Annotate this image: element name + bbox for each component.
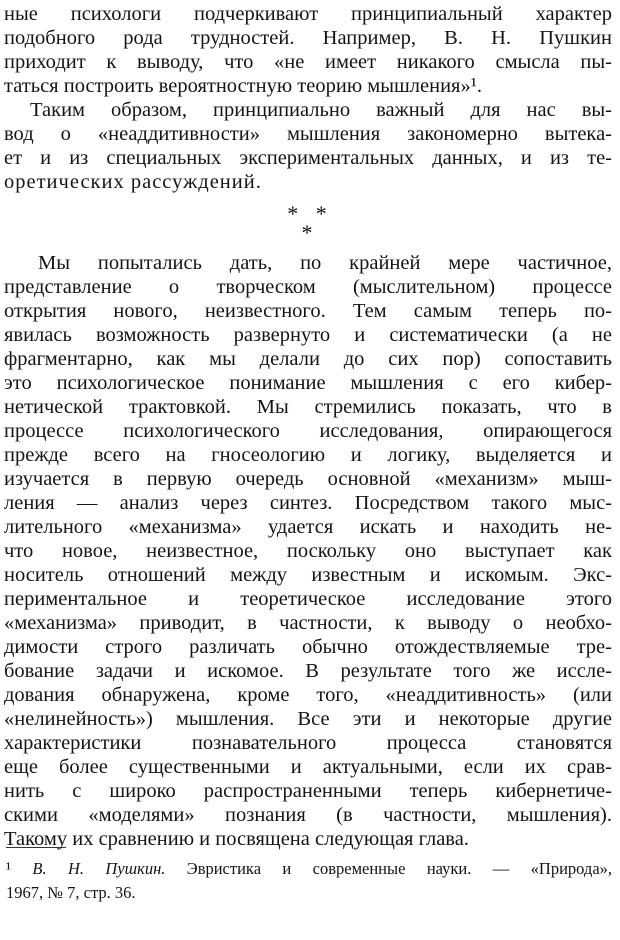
text-line: нетической трактовкой. Мы стремились показать, что в [4,396,612,418]
text-line: открытия нового, неизвестного. Тем самым теперь по- [4,300,612,322]
text-line: «нелинейность») мышления. Все эти и некоторые другие [4,708,612,730]
text-line: оретических рассуждений. [4,171,262,193]
text-line: «механизма» приводит, в частности, к выводу о необхо- [4,612,612,634]
text-line: фрагментарно, как мы делали до сих пор) сопоставить [4,348,612,370]
text-line: таться построить вероятностную теорию мышления»¹. [4,75,483,97]
text-line: приходит к выводу, что «не имеет никакого смысла пы- [4,51,612,73]
footnote-marker: ¹ [6,859,11,878]
text-line: бование задачи и искомое. В результате того же иссле- [4,660,612,682]
text-line: Такому их сравнению и посвящена следующая глава. [4,828,469,850]
text-line: Таким образом, принципиально важный для нас вы- [30,99,612,121]
text-line: скими «моделями» познания (в частности, мышления). [4,804,612,826]
text-line: изучается в первую очередь основной «механизм» мыш- [4,468,612,490]
text-line: нить с широко распространенными теперь кибернетиче- [4,780,612,802]
text-line: вод о «неаддитивности» мышления закономерно вытека- [4,123,612,145]
footnote-title: Эвристика и современные науки. — «Природа», [186,859,613,878]
text-line: носитель отношений между известным и искомым. Экс- [4,564,612,586]
text-line: прежде всего на гносеологию и логику, выделяется и [4,444,612,466]
text-line: ные психологи подчеркивают принципиальный характер [4,3,612,25]
text-line: Мы попытались дать, по крайней мере частичное, [38,252,612,274]
footnote-rule [6,847,66,848]
text-line: лительного «механизма» удается искать и находить не- [4,516,612,538]
footnote-line: 1967, № 7, стр. 36. [6,883,136,902]
footnote-author: В. Н. Пушкин. [32,859,166,878]
text-line: ления — анализ через синтез. Посредством такого мыс- [4,492,612,514]
text-line: еще более существенными и актуальными, если их срав- [4,756,612,778]
text-line: ет и из специальных экспериментальных данных, и из те- [4,147,612,169]
text-line: процессе психологического исследования, опирающегося [4,420,612,442]
text-line: явилась возможность развернуто и систематически (а не [4,324,612,346]
text-line: что новое, неизвестное, поскольку оно выступает как [4,540,612,562]
text-line: представление о творческом (мыслительном) процессе [4,276,612,298]
text-line: дования обнаружена, кроме того, «неаддитивность» (или [4,684,612,706]
text-line: периментальное и теоретическое исследование этого [4,588,612,610]
section-separator-bottom: * [301,220,319,245]
section-separator-top: * * [287,201,333,226]
text-line: характеристики познавательного процесса становятся [4,732,612,754]
text-line: это психологическое понимание мышления с его кибер- [4,372,612,394]
text-line: подобного рода трудностей. Например, В. Н. Пушкин [4,27,612,49]
text-line: димости строго различать обычно отождествляемые тре- [4,636,612,658]
footnote-line [6,858,612,880]
